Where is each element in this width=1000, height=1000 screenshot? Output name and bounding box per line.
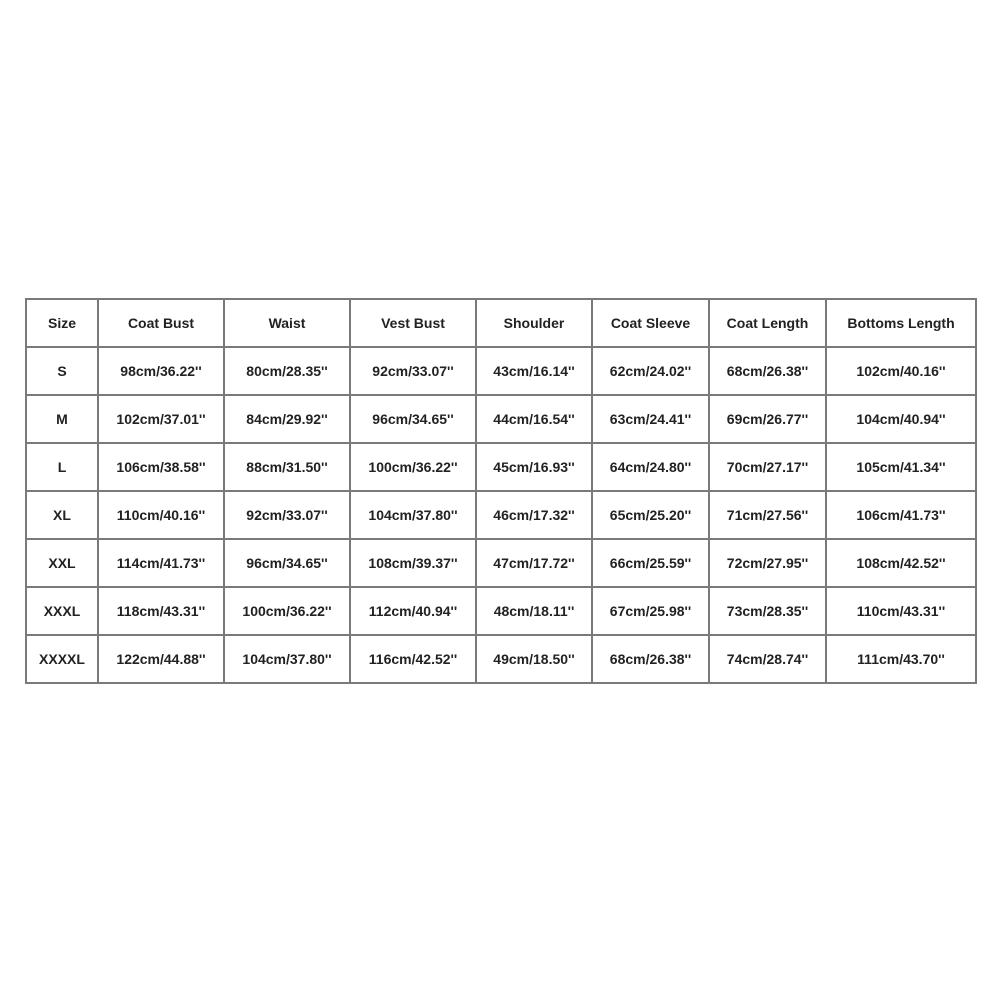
table-cell: 73cm/28.35'' [709, 587, 826, 635]
table-cell: 43cm/16.14'' [476, 347, 592, 395]
table-cell: 112cm/40.94'' [350, 587, 476, 635]
column-header-coat-bust: Coat Bust [98, 299, 224, 347]
table-cell: XL [26, 491, 98, 539]
table-cell: 72cm/27.95'' [709, 539, 826, 587]
table-cell: 68cm/26.38'' [592, 635, 709, 683]
table-row [26, 347, 976, 395]
column-header-size: Size [26, 299, 98, 347]
table-cell: 74cm/28.74'' [709, 635, 826, 683]
table-cell: XXXL [26, 587, 98, 635]
table-cell: 98cm/36.22'' [98, 347, 224, 395]
table-cell: 44cm/16.54'' [476, 395, 592, 443]
table-cell: 110cm/40.16'' [98, 491, 224, 539]
table-cell: 68cm/26.38'' [709, 347, 826, 395]
table-cell: 102cm/37.01'' [98, 395, 224, 443]
table-cell: 100cm/36.22'' [350, 443, 476, 491]
table-cell: 96cm/34.65'' [224, 539, 350, 587]
column-header-shoulder: Shoulder [476, 299, 592, 347]
table-cell: 111cm/43.70'' [826, 635, 976, 683]
table-cell: L [26, 443, 98, 491]
table-cell: 64cm/24.80'' [592, 443, 709, 491]
table-cell: 88cm/31.50'' [224, 443, 350, 491]
column-header-waist: Waist [224, 299, 350, 347]
table-cell: 67cm/25.98'' [592, 587, 709, 635]
table-cell: 102cm/40.16'' [826, 347, 976, 395]
table-cell: 71cm/27.56'' [709, 491, 826, 539]
table-cell: S [26, 347, 98, 395]
table-cell: 80cm/28.35'' [224, 347, 350, 395]
table-row [26, 443, 976, 491]
table-cell: 108cm/39.37'' [350, 539, 476, 587]
table-cell: 92cm/33.07'' [350, 347, 476, 395]
table-row [26, 395, 976, 443]
table-cell: 46cm/17.32'' [476, 491, 592, 539]
table-cell: XXL [26, 539, 98, 587]
header-row [26, 299, 976, 347]
table-cell: 65cm/25.20'' [592, 491, 709, 539]
table-cell: 116cm/42.52'' [350, 635, 476, 683]
table-cell: 104cm/37.80'' [350, 491, 476, 539]
table-row [26, 635, 976, 683]
table-cell: 100cm/36.22'' [224, 587, 350, 635]
table-row [26, 539, 976, 587]
column-header-coat-sleeve: Coat Sleeve [592, 299, 709, 347]
table-cell: M [26, 395, 98, 443]
column-header-bottoms-length: Bottoms Length [826, 299, 976, 347]
table-cell: 70cm/27.17'' [709, 443, 826, 491]
table-cell: 118cm/43.31'' [98, 587, 224, 635]
table-cell: 63cm/24.41'' [592, 395, 709, 443]
table-cell: 69cm/26.77'' [709, 395, 826, 443]
size-chart-table [25, 298, 977, 684]
table-cell: 47cm/17.72'' [476, 539, 592, 587]
table-cell: 106cm/41.73'' [826, 491, 976, 539]
table-cell: 108cm/42.52'' [826, 539, 976, 587]
table-cell: 84cm/29.92'' [224, 395, 350, 443]
table-cell: 104cm/37.80'' [224, 635, 350, 683]
table-cell: XXXXL [26, 635, 98, 683]
table-cell: 45cm/16.93'' [476, 443, 592, 491]
column-header-vest-bust: Vest Bust [350, 299, 476, 347]
table-cell: 122cm/44.88'' [98, 635, 224, 683]
table-cell: 106cm/38.58'' [98, 443, 224, 491]
table-cell: 49cm/18.50'' [476, 635, 592, 683]
table-row [26, 587, 976, 635]
table-cell: 92cm/33.07'' [224, 491, 350, 539]
table-cell: 114cm/41.73'' [98, 539, 224, 587]
table-cell: 62cm/24.02'' [592, 347, 709, 395]
table-cell: 110cm/43.31'' [826, 587, 976, 635]
column-header-coat-length: Coat Length [709, 299, 826, 347]
table-cell: 48cm/18.11'' [476, 587, 592, 635]
table-cell: 105cm/41.34'' [826, 443, 976, 491]
table-row [26, 491, 976, 539]
table-cell: 104cm/40.94'' [826, 395, 976, 443]
table-cell: 96cm/34.65'' [350, 395, 476, 443]
table-cell: 66cm/25.59'' [592, 539, 709, 587]
